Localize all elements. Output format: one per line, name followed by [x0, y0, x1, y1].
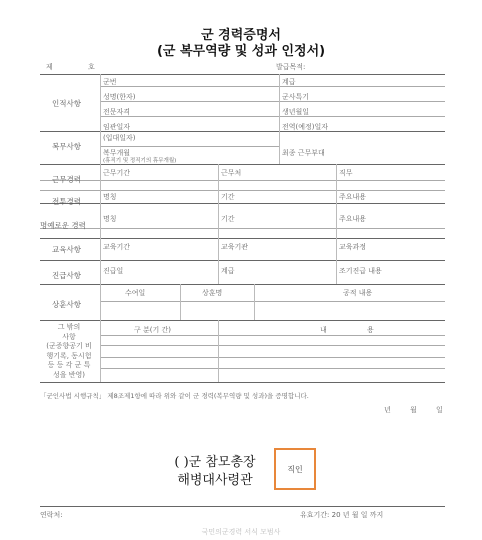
education-course-label: 교육과정: [339, 243, 367, 251]
period-note: (휴직기 및 정직기의 휴무개월): [103, 158, 177, 164]
education-org-label: 교육기관: [221, 243, 249, 251]
issuer-line-2: 해병대사령관: [177, 473, 253, 488]
honor-section-label: 명예로운 경력: [40, 221, 86, 230]
number-suffix: 호: [88, 63, 95, 71]
certification-statement: 「군인사법 시행규칙」 제8조제1항에 따라 위와 같이 군 경력(복무역량 및 성과)을 증명합니다.: [40, 392, 309, 400]
enlist-label-2: (입대일자): [103, 134, 136, 142]
other-section-line-2: 사항: [62, 332, 76, 341]
stamp-label: 직인: [287, 464, 303, 474]
qualification-label: 전문자격: [103, 108, 131, 116]
promotion-section-label: 진급사항: [52, 271, 81, 280]
other-section-line-6: 성을 반영): [52, 370, 85, 379]
other-section-label: [40, 323, 98, 380]
combat-name-label: 명칭: [103, 193, 117, 201]
honor-name-label: 명칭: [103, 215, 117, 223]
name-label: 성명(한자): [103, 93, 136, 101]
education-section-label: 교육사항: [52, 245, 81, 254]
date-month: 월: [410, 406, 417, 414]
validity-label: 유효기간: 20 년 월 일 까지: [300, 511, 384, 519]
education-period-label: 교육기간: [103, 243, 131, 251]
document-subtitle: (군 복무역량 및 성과 인정서): [156, 44, 326, 59]
combat-section-label: 전투경력: [52, 197, 81, 206]
promotion-early-label: 조기진급 내용: [339, 267, 382, 275]
period-label: 복무개월: [103, 149, 131, 157]
awards-content-label: 공적 내용: [343, 289, 373, 297]
other-section-line-1: 그 밖의: [57, 323, 81, 331]
combat-content-label: 주요내용: [339, 193, 367, 201]
discharge-label: 전역(예정)일자: [282, 123, 329, 131]
other-col2-label-a: 내: [320, 326, 327, 334]
promotion-date-label: 진급일: [103, 267, 124, 275]
date-day: 일: [436, 406, 443, 414]
honor-content-label: 주요내용: [339, 215, 367, 223]
official-stamp-box: [274, 448, 316, 490]
honor-period-label: 기간: [221, 215, 235, 223]
birth-label: 생년월일: [282, 108, 310, 116]
career-section-label: 근무경력: [52, 175, 81, 184]
branch-label: 군사특기: [282, 93, 310, 101]
image-caption: 국민의군경력 서식 모범사: [201, 528, 281, 536]
contact-label: 연락처:: [40, 511, 63, 519]
other-section-line-3: (군증향공기 비: [46, 342, 92, 350]
document-title: 군 경력증명서: [201, 28, 281, 43]
date-year: 년: [384, 406, 391, 414]
other-col1-label: 구 분(기 간): [134, 326, 171, 334]
other-section-line-5: 등 등 각 군 특: [47, 361, 91, 369]
personal-section-label: 인적사항: [52, 99, 81, 108]
purpose-label: 발급목적:: [276, 63, 306, 71]
other-section-line-4: 행기록, 동시험: [46, 351, 92, 360]
combat-period-label: 기간: [221, 193, 235, 201]
career-place-label: 근무처: [221, 169, 242, 177]
other-col2-label-b: 용: [367, 326, 374, 334]
career-duty-label: 직무: [339, 169, 353, 177]
rank-label: 계급: [282, 78, 296, 86]
career-period-label: 근무기간: [103, 169, 131, 177]
issuer-line-1: ( )군 참모총장: [174, 455, 256, 470]
awards-date-label: 수여일: [125, 289, 146, 297]
enlist-label: 임관일자: [103, 123, 131, 131]
number-label: 제: [46, 63, 53, 71]
promotion-rank-label: 계급: [221, 267, 235, 275]
service-section-label: 복무사항: [52, 142, 81, 151]
last-unit-label: 최종 근무부대: [282, 149, 325, 157]
awards-section-label: 상훈사항: [52, 300, 81, 309]
awards-name-label: 상훈명: [202, 289, 223, 297]
service-no-label: 군번: [103, 78, 117, 86]
